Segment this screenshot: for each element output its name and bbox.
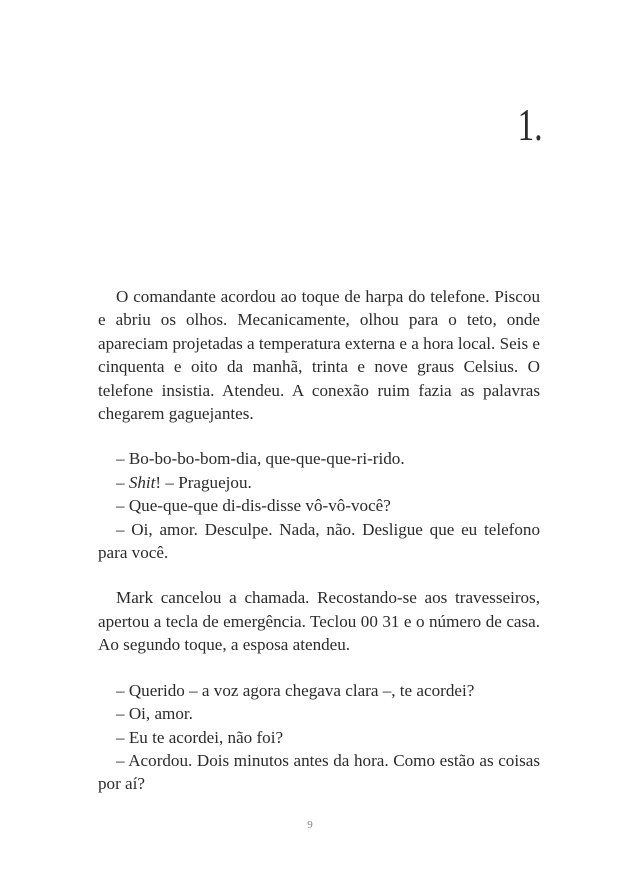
dialogue-line: – Querido – a voz agora chegava clara –, te acordei? — [116, 680, 475, 700]
dialogue-line: – Acordou. Dois minutos antes da hora. Como estão as coisas por aí? — [98, 750, 540, 794]
paragraph-opening: O comandante acordou ao toque de harpa do telefone. Piscou e abriu os olhos. Mecanicamente, olhou para o teto, onde apareciam projetadas a temperatura externa e a hora local. Seis e cinquenta e oito da manhã, trinta e nove graus Celsius. O telefone insistia. Atendeu. A conexão ruim fazia as palavras chegarem gaguejantes. — [98, 287, 540, 424]
dialogue-line: – Oi, amor. Desculpe. Nada, não. Desligue que eu telefono para você. — [98, 519, 540, 563]
dialogue-line: – Oi, amor. — [116, 704, 193, 724]
dialogue-prefix: – — [116, 472, 129, 492]
dialogue-italic-word: Shit — [128, 472, 156, 492]
dialogue-suffix: ! – Praguejou. — [155, 472, 252, 492]
dialogue-line: – Eu te acordei, não foi? — [116, 727, 284, 747]
paragraph-spacer — [98, 425, 540, 447]
dialogue-line: – Que-que-que di-dis-disse vô-vô-você? — [116, 496, 391, 516]
chapter-body — [98, 285, 540, 796]
chapter-number: 1. — [517, 99, 542, 150]
dialogue-line: – Bo-bo-bo-bom-dia, que-que-que-ri-rido. — [116, 449, 405, 469]
paragraph-narration: Mark cancelou a chamada. Recostando-se aos travesseiros, apertou a tecla de emergência. Teclou 00 31 e o número de casa. Ao segundo toque, a esposa atendeu. — [98, 588, 540, 655]
dialogue-line — [98, 471, 540, 494]
page-number: 9 — [307, 819, 313, 831]
paragraph-spacer — [98, 657, 540, 679]
paragraph-spacer — [98, 564, 540, 586]
